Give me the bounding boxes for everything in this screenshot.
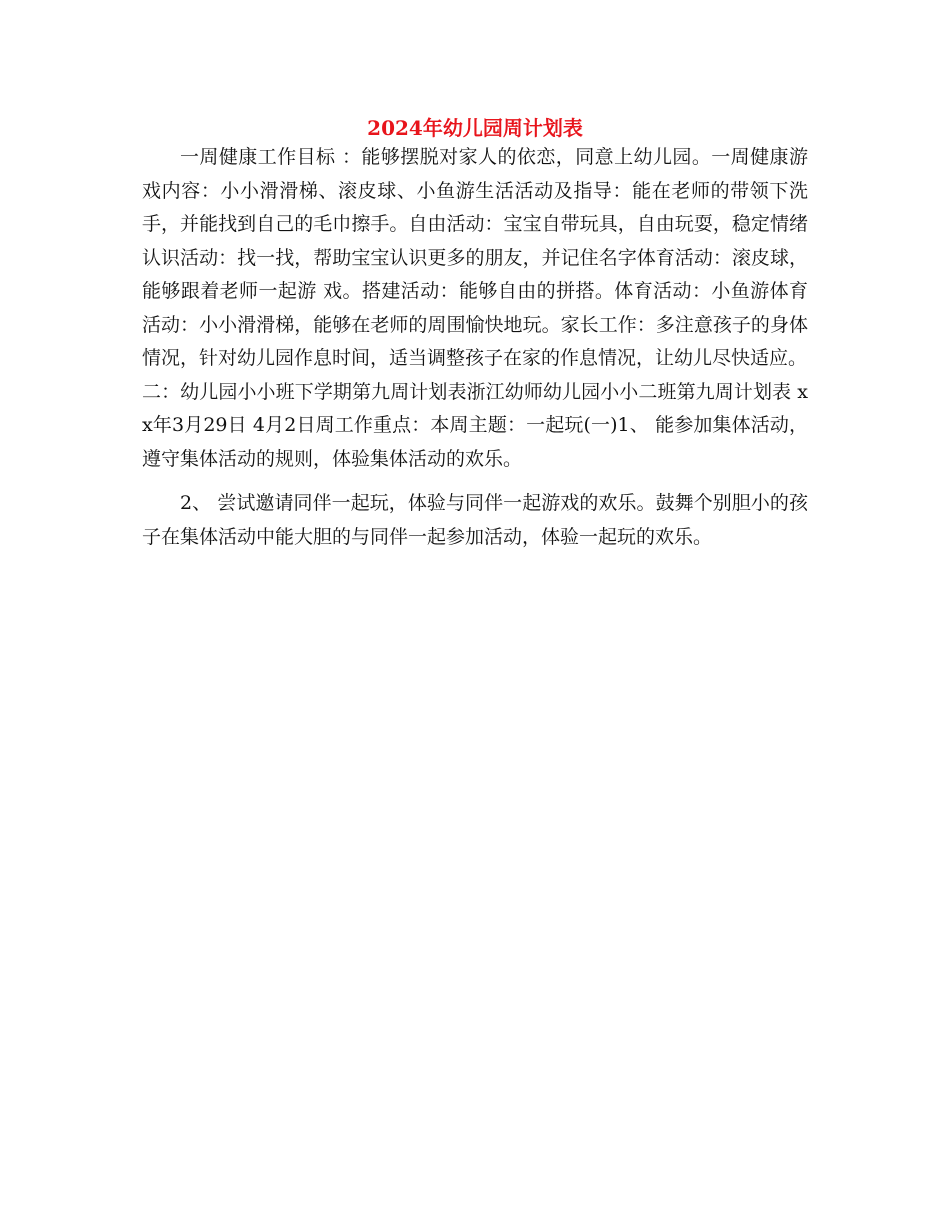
paragraph-play-together: 2、 尝试邀请同伴一起玩，体验与同伴一起游戏的欢乐。鼓舞个别胆小的孩子在集体活动中能大胆的与同伴一起参加活动，体验一起玩的欢乐。 bbox=[142, 492, 808, 548]
paragraph-week-nine-plan: 二：幼儿园小小班下学期第九周计划表浙江幼师幼儿园小小二班第九周计划表 xx年3月29日 4月2日周工作重点：本周主题：一起玩(一)1、 能参加集体活动，遵守集体活动的规则，体验集体活动的欢乐。 bbox=[142, 380, 808, 470]
document-title: 2024年幼儿园周计划表 bbox=[367, 116, 583, 140]
document-body bbox=[142, 141, 808, 554]
paragraph-health-goals: 一周健康工作目标 ：能够摆脱对家人的依恋，同意上幼儿园。一周健康游戏内容：小小滑滑梯、滚皮球、小鱼游生活活动及指导：能在老师的带领下洗手，并能找到自己的毛巾擦手。自由活动：宝宝自带玩具，自由玩耍，稳定情绪认识活动：找一找，帮助宝宝认识更多的朋友，并记住名字体育活动：滚皮球，能够跟着老师一起游 戏。搭建活动：能够自由的拼搭。体育活动：小鱼游体育活动：小小滑滑梯，能够在老师的周围愉快地玩。家长工作：多注意孩子的身体情况，针对幼儿园作息时间，适当调整孩子在家的作息情况，让幼儿尽快适应。 bbox=[142, 146, 808, 369]
